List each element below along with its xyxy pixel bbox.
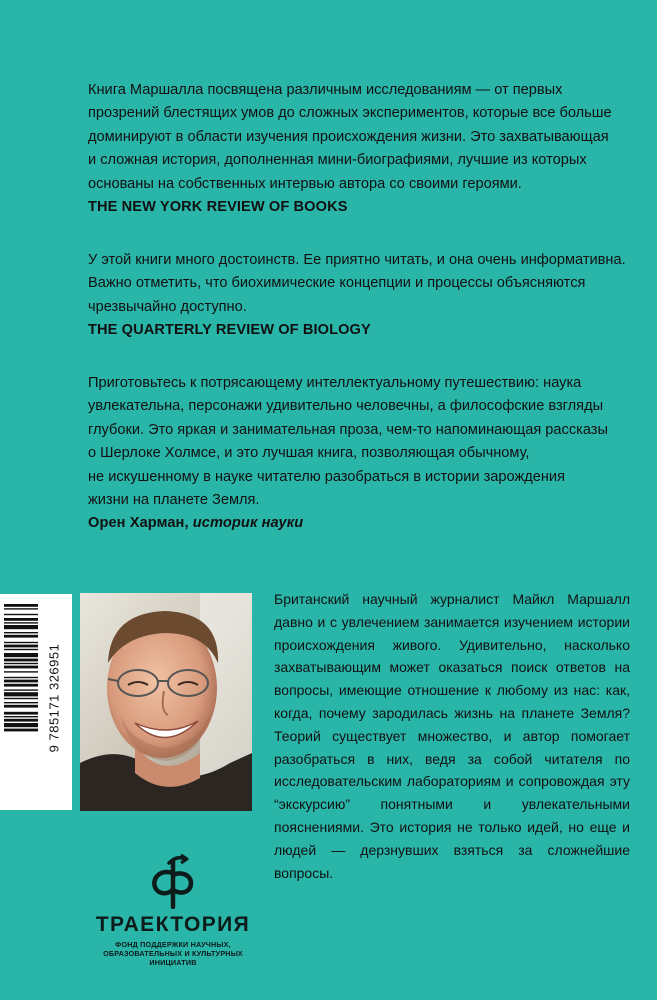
barcode-bar xyxy=(4,645,38,648)
review-quote-nyrb xyxy=(88,79,628,219)
barcode-bar xyxy=(4,625,38,629)
barcode-bar xyxy=(4,677,38,678)
publisher-tagline xyxy=(88,940,258,967)
barcode-bar xyxy=(4,663,38,664)
barcode-bar xyxy=(4,604,38,607)
source-role: историк науки xyxy=(192,515,304,532)
trajectoria-logo-icon xyxy=(147,853,199,909)
barcode-bar xyxy=(4,716,38,717)
barcode-bar xyxy=(4,608,38,609)
quote-source: THE QUARTERLY REVIEW OF BIOLOGY xyxy=(88,322,371,339)
tagline-line: ОБРАЗОВАТЕЛЬНЫХ И КУЛЬТУРНЫХ xyxy=(103,949,243,958)
isbn-number: 9 785171 326951 xyxy=(46,643,62,753)
tagline-line: ФОНД ПОДДЕРЖКИ НАУЧНЫХ, xyxy=(115,940,231,949)
quote-line: Приготовьтесь к потрясающему интеллектуальному путешествию: наука xyxy=(88,375,582,391)
quote-line: чрезвычайно доступно. xyxy=(88,298,247,315)
barcode-bar xyxy=(4,666,38,669)
quote-line: прозрений блестящих умов до сложных экспериментов, которые все больше xyxy=(88,105,612,122)
quote-line: У этой книги много достоинств. Ее приятно читать, и она очень информативна. xyxy=(88,252,626,268)
source-name: Орен Харман, xyxy=(88,515,189,532)
quote-line: Важно отметить, что биохимические концепции и процессы объясняются xyxy=(88,275,586,292)
barcode-bar xyxy=(4,723,38,727)
quote-line: о Шерлоке Холмсе, и это лучшая книга, позволяющая обычному, xyxy=(88,445,530,462)
quote-line: доминируют в области изучения происхождения жизни. Это захватывающая xyxy=(88,128,609,145)
barcode-bar xyxy=(4,689,38,690)
barcode-bar xyxy=(4,635,38,638)
barcode-bar xyxy=(4,705,38,708)
barcode-bar xyxy=(4,712,38,715)
barcode-bar xyxy=(4,659,38,662)
barcode-bar xyxy=(4,702,38,703)
quote-line: увлекательна, персонажи удивительно человечны, а философские взгляды xyxy=(88,398,604,415)
barcode-bar xyxy=(4,649,38,650)
author-bio: Британский научный журналист Майкл Маршалл давно и с увлечением занимается изучением истории происхождения живого. Удивительно, насколько захватывающим может оказаться поиск ответов на вопросы, имеющие отношение к любому из нас: как, когда, почему зародилась жизнь на планете Земля? Теорий существует множество, и автор помогает разобраться в них, ведя за собой читателя по исследовательским лабораториям и сопровождая эту “экскурсию” понятными и увлекательными пояснениями. Это история не только идей, но еще и людей — дерзнувших взяться за сложнейшие вопросы. xyxy=(274,591,630,881)
barcode-bar xyxy=(4,632,38,633)
publisher-logo xyxy=(88,853,258,967)
review-quote-qrb xyxy=(88,249,628,343)
barcode-bar xyxy=(4,692,38,696)
quote-source xyxy=(88,512,628,535)
barcode-bar xyxy=(4,729,38,732)
barcode-bar xyxy=(4,642,38,643)
barcode-bar xyxy=(4,680,38,683)
quote-line: Книга Маршалла посвящена различным исследованиям — от первых xyxy=(88,82,563,98)
barcode-bar xyxy=(4,719,38,722)
barcode-bar xyxy=(4,671,38,672)
quote-line: основаны на собственных интервью автора со своими героями. xyxy=(88,175,522,192)
barcode-bar xyxy=(4,684,38,687)
barcode-bar xyxy=(4,698,38,699)
tagline-line: ИНИЦИАТИВ xyxy=(149,958,197,967)
quote-line: не искушенному в науке читателю разобраться в истории зарождения xyxy=(88,468,565,485)
author-photo-image xyxy=(80,593,252,811)
barcode-bar xyxy=(4,622,38,623)
quote-line: глубоки. Это яркая и занимательная проза, чем-то напоминающая рассказы xyxy=(88,421,608,438)
quote-line: жизни на планете Земля. xyxy=(88,492,260,509)
review-quote-harman xyxy=(88,372,628,536)
quote-line: и сложная история, дополненная мини-биографиями, лучшие из которых xyxy=(88,152,587,169)
barcode-bar xyxy=(4,614,38,615)
publisher-name: ТРАЕКТОРИЯ xyxy=(95,913,251,936)
barcode-bars xyxy=(0,594,40,810)
author-photo xyxy=(80,593,252,811)
quote-source: THE NEW YORK REVIEW OF BOOKS xyxy=(88,199,348,216)
barcode-bar xyxy=(4,618,38,621)
isbn-barcode xyxy=(0,594,72,810)
barcode-bar xyxy=(4,653,38,657)
